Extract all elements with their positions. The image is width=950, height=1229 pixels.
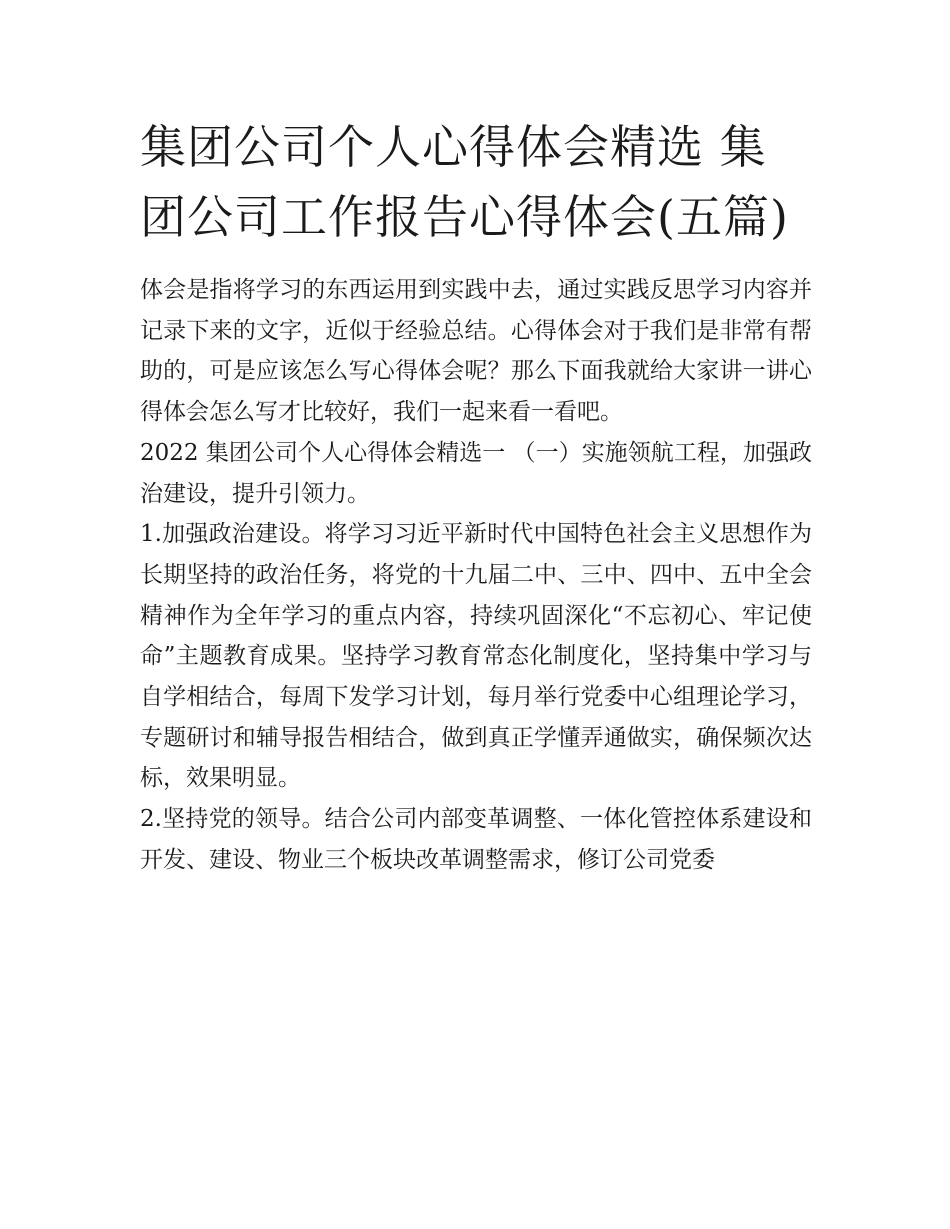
document-body bbox=[140, 270, 812, 881]
document-page bbox=[140, 112, 812, 881]
item-1-paragraph: 1.加强政治建设。将学习习近平新时代中国特色社会主义思想作为长期坚持的政治任务，将党的十九届二中、三中、四中、五中全会精神作为全年学习的重点内容，持续巩固深化“不忘初心、牢记使命”主题教育成果。坚持学习教育常态化制度化，坚持集中学习与自学相结合，每周下发学习计划，每月举行党委中心组理论学习，专题研讨和辅导报告相结合，做到真正学懂弄通做实，确保频次达标，效果明显。 bbox=[140, 521, 812, 792]
section-heading-paragraph: 2022 集团公司个人心得体会精选一 （一）实施领航工程，加强政治建设，提升引领力。 bbox=[140, 439, 812, 507]
document-title: 集团公司个人心得体会精选 集团公司工作报告心得体会(五篇) bbox=[140, 120, 789, 244]
intro-paragraph: 体会是指将学习的东西运用到实践中去，通过实践反思学习内容并记录下来的文字，近似于经验总结。心得体会对于我们是非常有帮助的，可是应该怎么写心得体会呢？那么下面我就给大家讲一讲心得体会怎么写才比较好，我们一起来看一看吧。 bbox=[140, 277, 812, 426]
item-2-paragraph: 2.坚持党的领导。结合公司内部变革调整、一体化管控体系建设和开发、建设、物业三个板块改革调整需求，修订公司党委 bbox=[140, 806, 812, 873]
